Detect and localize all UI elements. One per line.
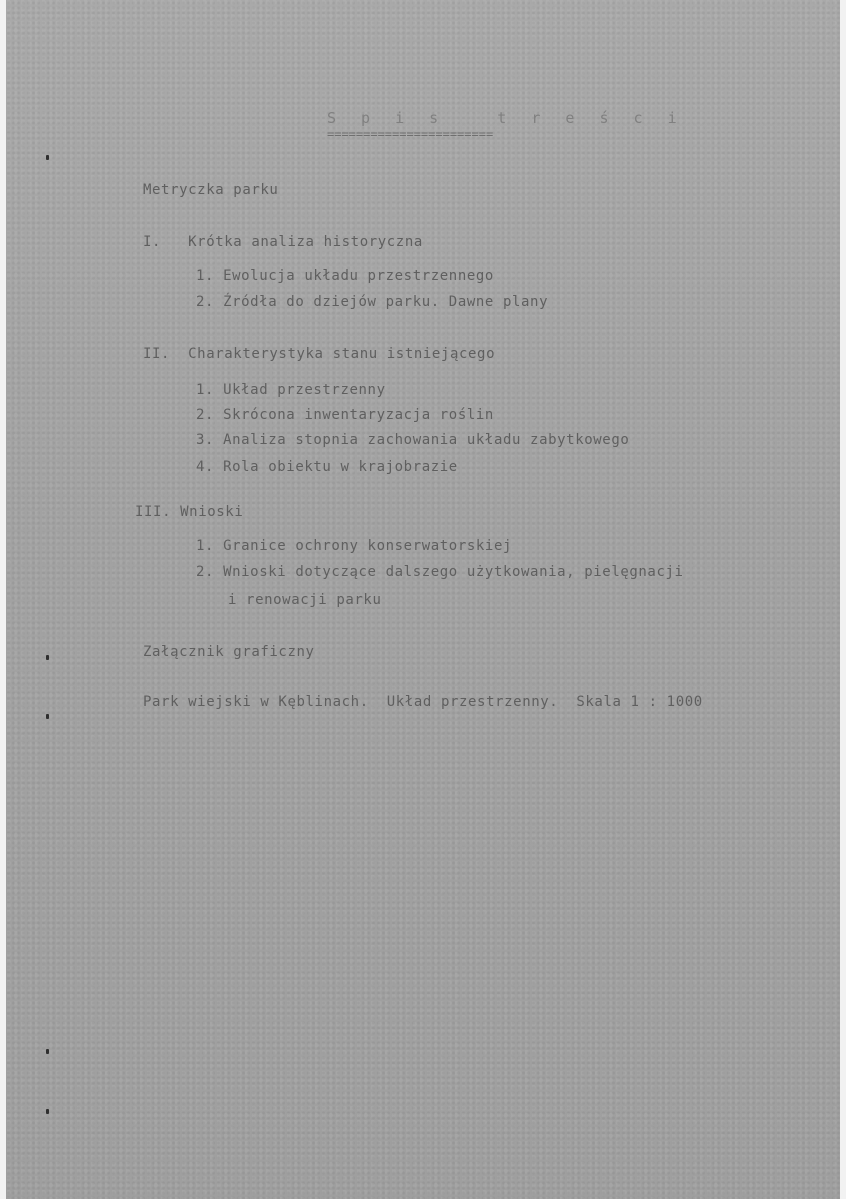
toc-subentry-2-4: 4. Rola obiektu w krajobrazie (196, 459, 458, 475)
toc-subentry-1-2: 2. Źródła do dziejów parku. Dawne plany (196, 294, 549, 310)
toc-attachment-heading: Załącznik graficzny (143, 644, 315, 660)
toc-subentry-2-3: 3. Analiza stopnia zachowania układu zabytkowego (196, 432, 630, 448)
toc-subentry-3-1: 1. Granice ochrony konserwatorskiej (196, 538, 513, 554)
toc-subentry-2-1: 1. Układ przestrzenny (196, 382, 386, 398)
toc-section-2: II. Charakterystyka stanu istniejącego (143, 346, 496, 362)
punch-hole-mark (46, 714, 49, 719)
toc-subentry-2-2: 2. Skrócona inwentaryzacja roślin (196, 407, 494, 423)
toc-attachment-item: Park wiejski w Kęblinach. Układ przestrzenny. Skala 1 : 1000 (143, 694, 703, 710)
toc-section-3: III. Wnioski (135, 504, 244, 520)
toc-entry-metryczka: Metryczka parku (143, 182, 279, 198)
toc-section-1: I. Krótka analiza historyczna (143, 234, 423, 250)
punch-hole-mark (46, 1109, 49, 1114)
title-underline: ======================= (327, 127, 494, 141)
punch-hole-mark (46, 1049, 49, 1054)
document-title: S p i s t r e ś c i (327, 109, 685, 127)
page-left-edge (0, 0, 6, 1199)
punch-hole-mark (46, 155, 49, 160)
page-right-edge (840, 0, 846, 1199)
toc-subentry-3-2: 2. Wnioski dotyczące dalszego użytkowania, pielęgnacji (196, 564, 684, 580)
punch-hole-mark (46, 655, 49, 660)
toc-subentry-3-2-cont: i renowacji parku (228, 592, 382, 608)
toc-subentry-1-1: 1. Ewolucja układu przestrzennego (196, 268, 494, 284)
